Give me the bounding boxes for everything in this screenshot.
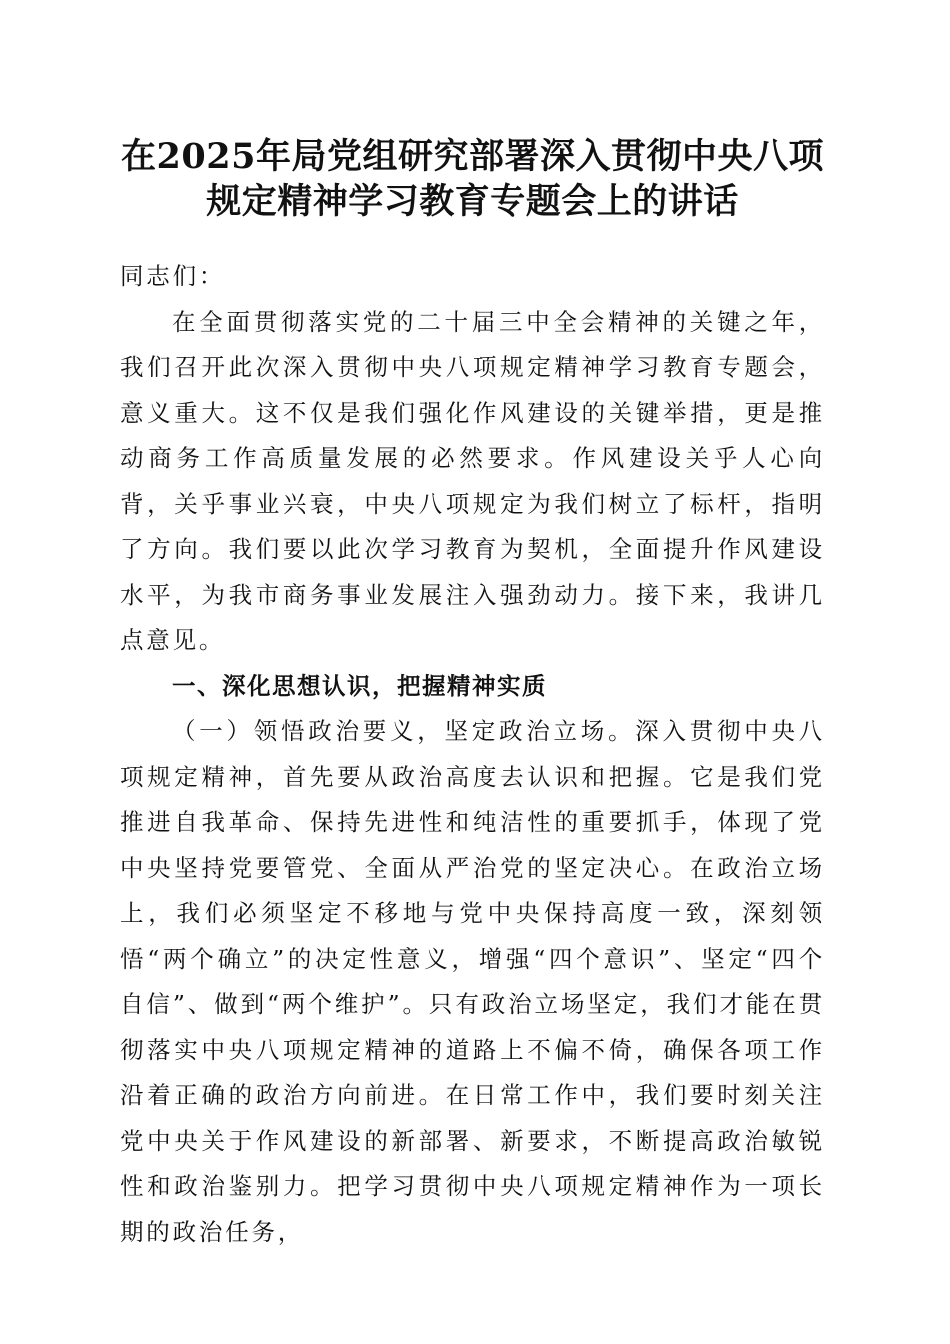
section-heading: 一、深化思想认识，把握精神实质 (172, 671, 547, 700)
document-page (120, 0, 825, 1344)
subsection-text: 深入贯彻中央八项规定精神，首先要从政治高度去认识和把握。它是我们党推进自我革命、保持先进性和纯洁性的重要抓手，体现了党中央坚持党要管党、全面从严治党的坚定决心。在政治立场上，我们必须坚定不移地与党中央保持高度一致，深刻领悟“两个确立”的决定性意义，增强“四个意识”、坚定“四个自信”、做到“两个维护”。只有政治立场坚定，我们才能在贯彻落实中央八项规定精神的道路上不偏不倚，确保各项工作沿着正确的政治方向前进。在日常工作中，我们要时刻关注党中央关于作风建设的新部署、新要求，不断提高政治敏锐性和政治鉴别力。把学习贯彻中央八项规定精神作为一项长期的政治任务， (120, 717, 825, 1246)
title-line-2: 规定精神学习教育专题会上的讲话 (206, 181, 739, 222)
document-title (120, 134, 825, 224)
document-body (120, 254, 825, 1255)
salutation: 同志们： (120, 262, 226, 290)
intro-paragraph: 在全面贯彻落实党的二十届三中全会精神的关键之年，我们召开此次深入贯彻中央八项规定精神学习教育专题会，意义重大。这不仅是我们强化作风建设的关键举措，更是推动商务工作高质量发展的必然要求。作风建设关乎人心向背，关乎事业兴衰，中央八项规定为我们树立了标杆，指明了方向。我们要以此次学习教育为契机，全面提升作风建设水平，为我市商务事业发展注入强劲动力。接下来，我讲几点意见。 (120, 307, 825, 654)
subsection-heading: （一）领悟政治要义，坚定政治立场。 (172, 717, 636, 745)
subsection-paragraph (120, 709, 825, 1255)
title-line-1: 在2025年局党组研究部署深入贯彻中央八项 (121, 136, 824, 177)
